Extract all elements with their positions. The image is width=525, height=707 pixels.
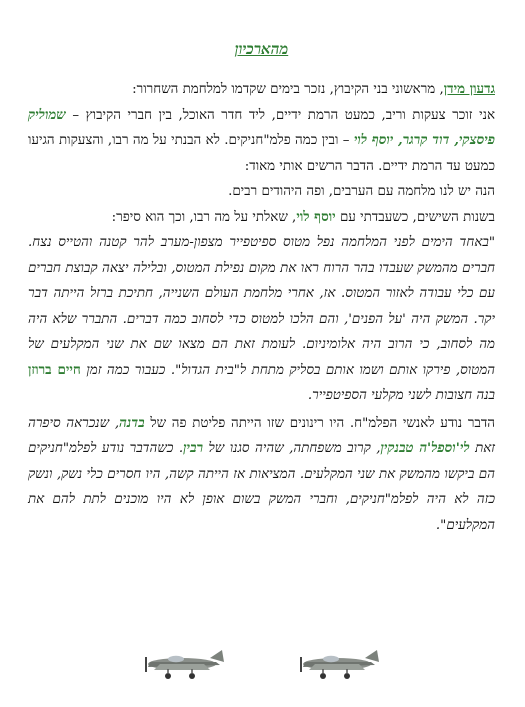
page-title: מהארכיון	[234, 40, 289, 58]
airplane-icon	[285, 640, 389, 686]
person-name-rabin: רבין	[183, 440, 204, 456]
person-name-yosef: יוסף לוי	[296, 208, 336, 225]
paragraph-intro	[28, 77, 495, 103]
quote-text-a: "באחד הימים לפני המלחמה נפל מטוס ספיטפייר מצפון-מערב להר קטנה והטייס נצח. חברים מהמשק שעבדו בהר הרוח ראו את מקום נפילת המטוס, ובלילה יצאה קבוצת חברים עם כלי עבודה לאזור המטוס. אז, אחרי מלחמת העולם השנייה, חתיכת ברזל הייתה דבר יקר. המשק היה 'על הפנים', והם הלכו למטוס כדי לסחוב כמה דברים. התברר שלא היה מה לסחוב, כי הרוב היה אלומיניום. לעומת זאת הם מצאו שם את שני המקלעים של המטוס, פירקו אותם ושמו אותם בסליק מתחת ל"בית הגדול". כעבור כמה זמן	[28, 235, 496, 378]
paragraph-argument	[28, 103, 495, 180]
airplane-icon	[130, 640, 234, 686]
paragraph-palmach	[28, 411, 495, 539]
paragraph-palmach-text-b: , שנכראה סיפרה זאת	[28, 415, 495, 456]
paragraph-palmach-text-c: , קרוב משפחתה, שהיה סגנו של	[208, 441, 381, 456]
person-name-chaim: חיים ברוזן	[28, 361, 81, 378]
quote-text-b: בנה חצובות לשני מקלעי הספיטפייר.	[307, 388, 495, 403]
person-name-badna: בדנה	[119, 414, 145, 431]
quote-paragraph	[28, 230, 495, 409]
paragraph-intro-text: , מראשוני בני הקיבוץ, נזכר בימים שקדמו למלחמת השחרור:	[132, 82, 444, 97]
paragraph-sixties-text-b: , שאלתי על מה רבו, וכך הוא סיפר:	[111, 209, 297, 225]
paragraph-palmach-text-d: . כשהדבר נודע לפלמ"חניקים הם ביקשו מהמשק את שני המקלעים. המציאות אז הייתה קשה, היו חסרים כלי נשק, ונשק כזה לא היה לפלמ"חניקים, וחברי המשק בשום אופן לא היו מוכנים לתת להם את המקלעים".	[28, 441, 495, 533]
paragraph-palmach-text-a: הדבר נודע לאנשי הפלמ"ח. היו רינונים שזו הייתה פליטת פה של	[150, 415, 495, 431]
paragraph-sixties	[28, 205, 495, 231]
paragraph-war: הנה יש לנו מלחמה עם הערבים, ופה היהודים רבים.	[228, 184, 495, 199]
paragraph-argument-text-b: – ובין כמה פלמ"חניקים. לא הבנתי על מה רבו, והצעקות הגיעו כמעט עד הרמת ידיים. הדבר הרשים אותי מאוד:	[28, 133, 495, 174]
person-name-tabenkin: לי'וספל'ה טבנקין	[380, 440, 470, 456]
paragraph-sixties-text-a: בשנות השישים, כשעבדתי עם	[339, 209, 495, 225]
person-names-members: שמוליק פיסצקי, דוד קרגר, יוסף לוי	[28, 106, 495, 148]
paragraph-argument-text-a: אני זוכר צעקות וריב, כמעט הרמת ידיים, ליד חדר האוכל, בין חברי הקיבוץ –	[72, 107, 495, 123]
airplane-images	[0, 640, 525, 700]
person-name-gideon: גדעון מידן	[443, 81, 495, 97]
